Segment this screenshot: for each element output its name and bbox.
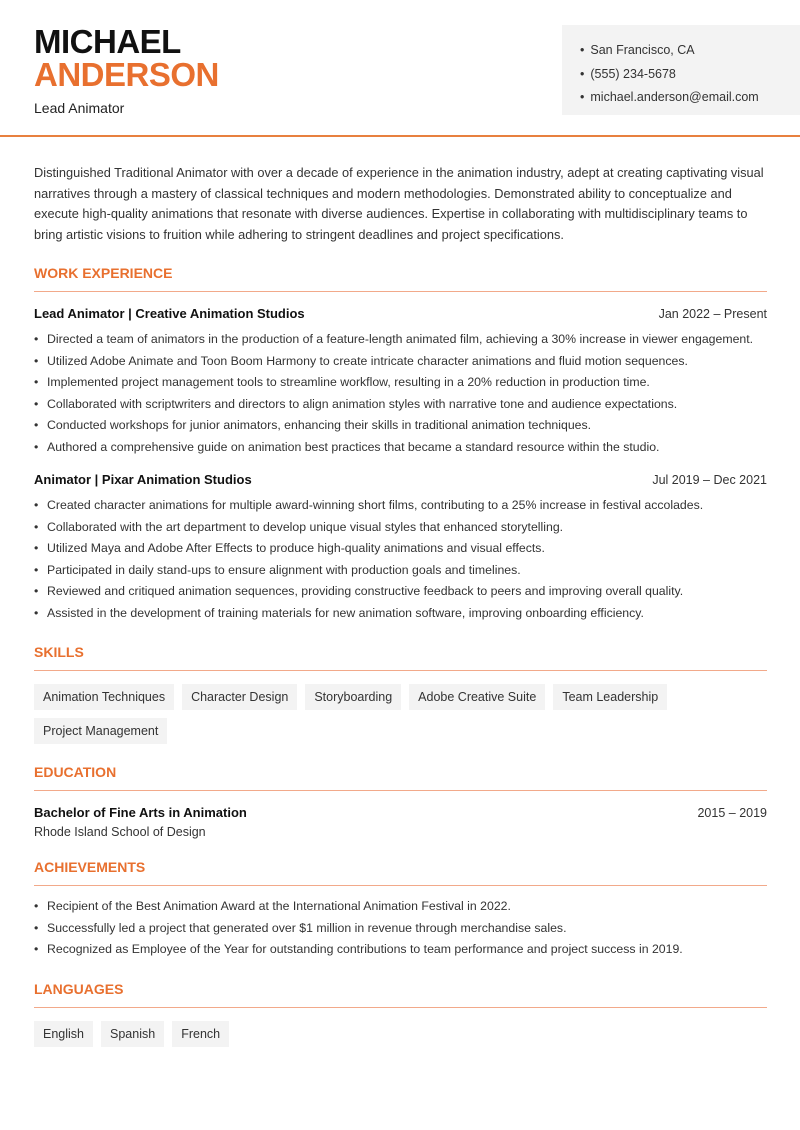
- bullet-item: • Assisted in the development of training materials for new animation software, improving onboarding efficiency.: [34, 603, 767, 625]
- section-heading-education: EDUCATION: [34, 764, 767, 791]
- bullet-item: • Reviewed and critiqued animation sequences, providing constructive feedback to peers and improving overall quality.: [34, 581, 767, 603]
- job-dates: Jul 2019 – Dec 2021: [652, 473, 767, 488]
- contact-location: • San Francisco, CA: [580, 39, 800, 63]
- education-entry: [34, 804, 767, 822]
- last-name: ANDERSON: [34, 56, 219, 93]
- bullet-item: • Utilized Maya and Adobe After Effects to produce high-quality animations and visual effects.: [34, 538, 767, 560]
- job-bullets: [34, 329, 767, 458]
- education-dates: 2015 – 2019: [697, 806, 767, 821]
- contact-email: • michael.anderson@email.com: [580, 86, 800, 110]
- contact-box: [562, 25, 800, 115]
- first-name: MICHAEL: [34, 23, 181, 60]
- bullet-item: • Implemented project management tools to streamline workflow, resulting in a 20% reduction in production time.: [34, 372, 767, 394]
- achievements-list: [34, 896, 767, 961]
- job-header: [34, 305, 767, 323]
- bullet-item: • Collaborated with scriptwriters and directors to align animation styles with narrative tone and audience expectations.: [34, 394, 767, 416]
- language-tag: French: [172, 1021, 229, 1047]
- skill-tag: Storyboarding: [305, 684, 401, 710]
- achievement-item: • Recipient of the Best Animation Award at the International Animation Festival in 2022.: [34, 896, 767, 918]
- job-title: Lead Animator: [34, 100, 125, 116]
- degree: Bachelor of Fine Arts in Animation: [34, 805, 247, 821]
- language-tag: English: [34, 1021, 93, 1047]
- bullet-item: • Created character animations for multiple award-winning short films, contributing to a 25% increase in festival accolades.: [34, 495, 767, 517]
- section-heading-skills: SKILLS: [34, 644, 767, 671]
- skill-tag: Project Management: [34, 718, 167, 744]
- job-bullets: [34, 495, 767, 624]
- skills-list: [34, 684, 767, 744]
- summary: Distinguished Traditional Animator with over a decade of experience in the animation industry, adept at creating captivating visual narratives through a mastery of classical techniques and modern methodologies. Demonstrated ability to conceptualize and execute high-quality animations that resonate with diverse audiences. Expertise in collaborating with multidisciplinary teams to bring artistic visions to fruition while adhering to stringent deadlines and project specifications.: [34, 165, 764, 242]
- language-tag: Spanish: [101, 1021, 164, 1047]
- skill-tag: Team Leadership: [553, 684, 667, 710]
- section-heading-work: WORK EXPERIENCE: [34, 265, 767, 292]
- job-dates: Jan 2022 – Present: [658, 307, 767, 322]
- job-header: [34, 471, 767, 489]
- bullet-item: • Collaborated with the art department to develop unique visual styles that enhanced storytelling.: [34, 517, 767, 539]
- bullet-item: • Participated in daily stand-ups to ensure alignment with production goals and timelines.: [34, 560, 767, 582]
- resume-header: [0, 0, 800, 137]
- achievement-item: • Successfully led a project that generated over $1 million in revenue through merchandise sales.: [34, 918, 767, 940]
- skill-tag: Animation Techniques: [34, 684, 174, 710]
- bullet-item: • Directed a team of animators in the production of a feature-length animated film, achieving a 30% increase in viewer engagement.: [34, 329, 767, 351]
- section-heading-achievements: ACHIEVEMENTS: [34, 859, 767, 886]
- job-title: Lead Animator | Creative Animation Studios: [34, 306, 305, 322]
- section-heading-languages: LANGUAGES: [34, 981, 767, 1008]
- contact-phone: • (555) 234-5678: [580, 63, 800, 87]
- skill-tag: Character Design: [182, 684, 297, 710]
- achievement-item: • Recognized as Employee of the Year for outstanding contributions to team performance and project success in 2019.: [34, 939, 767, 961]
- school: Rhode Island School of Design: [34, 825, 206, 840]
- bullet-item: • Authored a comprehensive guide on animation best practices that became a standard resource within the studio.: [34, 437, 767, 459]
- skill-tag: Adobe Creative Suite: [409, 684, 545, 710]
- languages-list: [34, 1021, 767, 1047]
- bullet-item: • Utilized Adobe Animate and Toon Boom Harmony to create intricate character animations and fluid motion sequences.: [34, 351, 767, 373]
- job-title: Animator | Pixar Animation Studios: [34, 472, 252, 488]
- bullet-item: • Conducted workshops for junior animators, enhancing their skills in traditional animation techniques.: [34, 415, 767, 437]
